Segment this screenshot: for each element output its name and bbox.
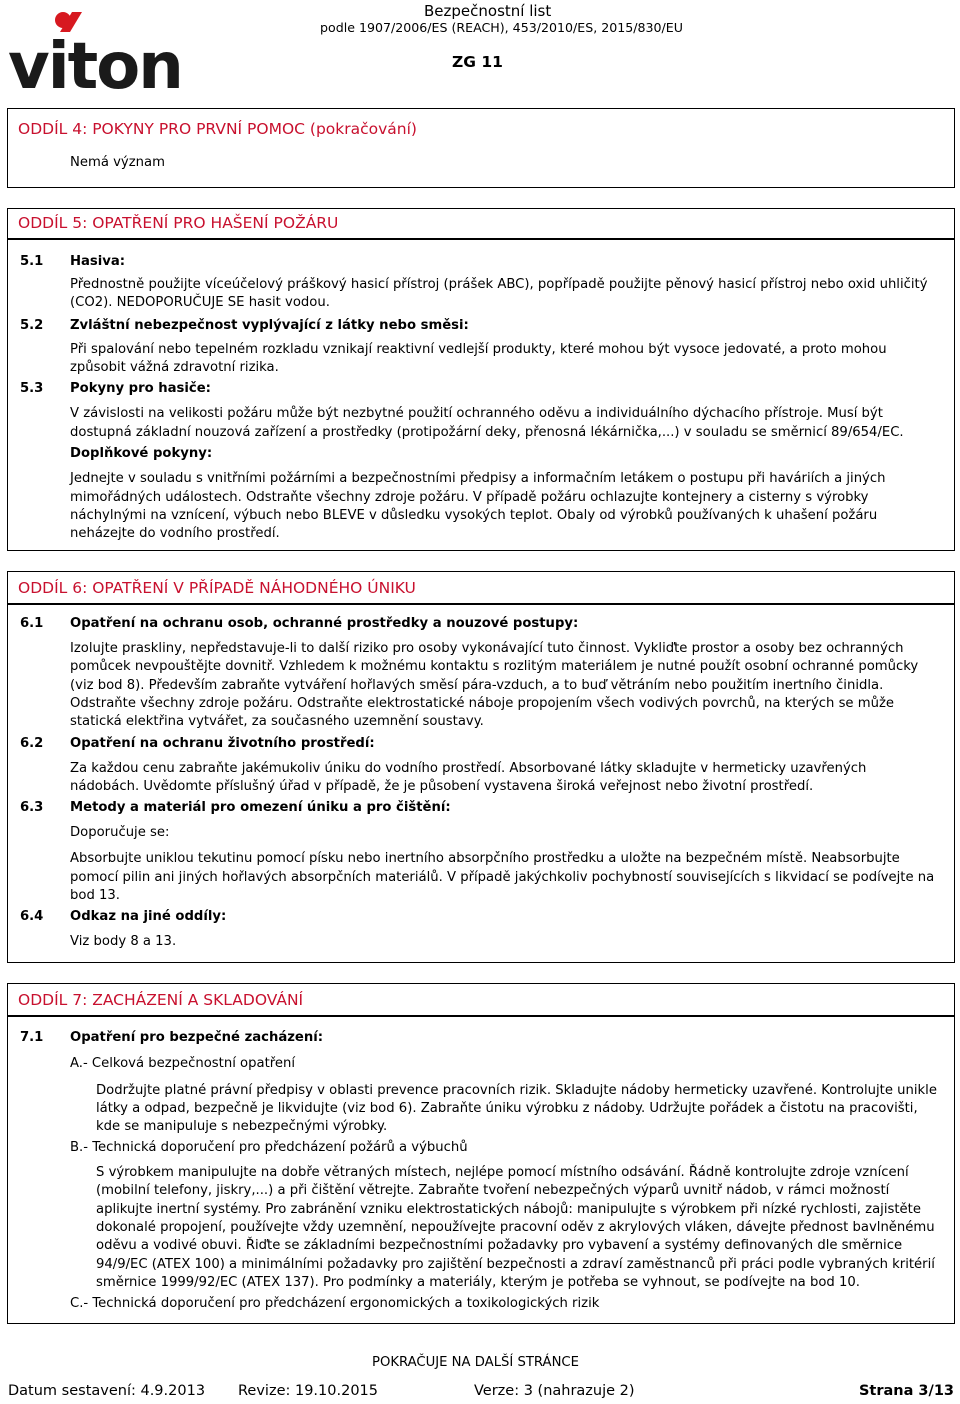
section-4-title: ODDÍL 4: POKYNY PRO PRVNÍ POMOC (pokračování) xyxy=(18,120,417,138)
subsection-heading: Odkaz na jiné oddíly: xyxy=(70,909,227,924)
continue-note: POKRAČUJE NA DALŠÍ STRÁNCE xyxy=(372,1355,579,1370)
paragraph-line: Při spalování nebo tepelném rozkladu vznikají reaktivní vedlejší produkty, které mohou být vysoce jedovaté, a proto mohou xyxy=(70,342,887,357)
subsection-number: 5.1 xyxy=(20,254,44,269)
subsection-heading: Zvláštní nebezpečnost vyplývající z látky nebo směsi: xyxy=(70,318,469,333)
paragraph-line: statická elektřina vytvářet, za současného uzemnění soustavy. xyxy=(70,714,484,729)
paragraph-line: látky a odpad, bezpečně je likvidujte (viz bod 6). Zabraňte úniku výrobku z nádoby. Udržujte pořádek a čistotu na pracovišti, xyxy=(96,1101,918,1116)
paragraph-line: Absorbujte uniklou tekutinu pomocí písku nebo inertního absorpčního prostředku a uložte na bezpečném místě. Neabsorbujte xyxy=(70,851,900,866)
paragraph-line: (mobilní telefony, jiskry,...) a při čištění větrejte. Zabraňte tvoření nebezpečných výparů uvnitř nádob, v rámci možností xyxy=(96,1183,890,1198)
section-7-title: ODDÍL 7: ZACHÁZENÍ A SKLADOVÁNÍ xyxy=(18,991,304,1009)
paragraph-line: směrnice 1999/92/EC (ATEX 137). Pro podmínky a materiály, kterým je potřeba se vyhnout, se podívejte na bod 10. xyxy=(96,1275,860,1290)
sub-title: C.- Technická doporučení pro předcházení ergonomických a toxikologických rizik xyxy=(70,1296,600,1311)
paragraph-line: Doporučuje se: xyxy=(70,825,170,840)
version: Verze: 3 (nahrazuje 2) xyxy=(474,1383,635,1399)
paragraph-line: bod 13. xyxy=(70,888,120,903)
section-5-rule xyxy=(7,238,955,240)
paragraph-line: V závislosti na velikosti požáru může být nezbytné použití ochranného oděvu a individuálního dýchacího přístroje. Musí být xyxy=(70,406,883,421)
paragraph-line: S výrobkem manipulujte na dobře větraných místech, nejlépe pomocí místního odsávání. Řádně kontrolujte zdroje vznícení xyxy=(96,1165,909,1180)
sub-title: B.- Technická doporučení pro předcházení požárů a výbuchů xyxy=(70,1140,468,1155)
subsection-number: 5.2 xyxy=(20,318,44,333)
paragraph-line: neházejte do vodního prostředí. xyxy=(70,526,280,541)
subsection-heading: Hasiva: xyxy=(70,254,126,269)
paragraph-line: (viz bod 8). Především zabraňte vytváření hořlavých směsí pára-vzduch, a to buď větráním nebo použitím inertního činidla. xyxy=(70,678,884,693)
paragraph-line: 94/9/EC (ATEX 100) a minimálními požadavky pro zajištění bezpečnosti a zdraví zaměstnanců při práci podle vybraných kritérií xyxy=(96,1257,935,1272)
viton-logo xyxy=(8,8,184,92)
revision-date: Revize: 19.10.2015 xyxy=(238,1383,379,1399)
subsection-heading: Opatření na ochranu životního prostředí: xyxy=(70,736,375,751)
document-title: Bezpečnostní list xyxy=(424,2,552,20)
subsection-heading: Pokyny pro hasiče: xyxy=(70,381,211,396)
section-6-rule xyxy=(7,603,955,605)
subsection-number: 6.1 xyxy=(20,616,44,631)
product-code: ZG 11 xyxy=(452,53,503,71)
subsection-heading: Opatření na ochranu osob, ochranné prostředky a nouzové postupy: xyxy=(70,616,579,631)
paragraph-line: dostupná základní nouzová zařízení a prostředky (protipožární deky, přenosná lékárnička,...) v souladu se směrnicí 89/654/EC. xyxy=(70,425,904,440)
paragraph-line: mimořádných událostech. Odstraňte všechny zdroje požáru. V případě požáru ochlazujte kontejnery a cisterny s výrobky xyxy=(70,490,869,505)
paragraph-line: náchylnými na vznícení, výbuch nebo BLEVE v důsledku vysokých teplot. Obaly od výrobků používaných k uhašení požáru xyxy=(70,508,878,523)
paragraph-line: Viz body 8 a 13. xyxy=(70,934,177,949)
paragraph-line: dokonalé propojení, používejte vždy uzemnění, nepoužívejte pracovní oděv z akrylových vláken, dávejte přednost bavlněnému xyxy=(96,1220,935,1235)
page-number: Strana 3/13 xyxy=(858,1383,954,1399)
paragraph-line: Dodržujte platné právní předpisy v oblasti prevence pracovních rizik. Skladujte nádoby hermeticky uzavřené. Kontrolujte unikle xyxy=(96,1083,937,1098)
subsection-heading: Opatření pro bezpečné zacházení: xyxy=(70,1030,324,1045)
subsection-number: 6.3 xyxy=(20,800,44,815)
subsection-number: 5.3 xyxy=(20,381,44,396)
compile-date: Datum sestavení: 4.9.2013 xyxy=(8,1383,206,1399)
paragraph-line: Izolujte praskliny, nepředstavuje-li to další riziko pro osoby vykonávající tuto činnost. Vykliďte prostor a osoby bez ochranných xyxy=(70,641,904,656)
paragraph-line: (CO2). NEDOPORUČUJE SE hasit vodou. xyxy=(70,295,330,310)
section-5-title: ODDÍL 5: OPATŘENÍ PRO HAŠENÍ POŽÁRU xyxy=(18,214,339,232)
subsection-number: 7.1 xyxy=(20,1030,44,1045)
sub-heading: Doplňkové pokyny: xyxy=(70,446,213,461)
svg-text:viton: viton xyxy=(8,30,182,92)
paragraph-line: způsobit vážná zdravotní rizika. xyxy=(70,360,279,375)
sub-title: A.- Celková bezpečnostní opatření xyxy=(70,1056,296,1071)
section-6-title: ODDÍL 6: OPATŘENÍ V PŘÍPADĚ NÁHODNÉHO ÚNIKU xyxy=(18,579,416,597)
paragraph-line: oděvu a vodivé obuvi. Řiďte se základními bezpečnostními požadavky pro vybavení a systémy definovaných dle směrnice xyxy=(96,1238,903,1253)
paragraph-line: Jednejte v souladu s vnitřními požárními a bezpečnostními předpisy a informačním letákem o postupu při haváriích a jiných xyxy=(70,471,886,486)
paragraph-line: pomůcek nevpouštějte dovnitř. Vzhledem k možnému kontaktu s rozlitým materiálem je nutné použít osobní ochranné pomůcky xyxy=(70,659,919,674)
paragraph-line: nádobách. Uvědomte příslušný úřad v případě, že je působení vystavena široká veřejnost nebo životní prostředí. xyxy=(70,779,814,794)
subsection-number: 6.2 xyxy=(20,736,44,751)
regulation-reference: podle 1907/2006/ES (REACH), 453/2010/ES, 2015/830/EU xyxy=(320,20,683,35)
section-7-rule xyxy=(7,1015,955,1017)
paragraph-line: kde se manipuluje s nebezpečnými výrobky. xyxy=(96,1119,388,1134)
subsection-heading: Metody a materiál pro omezení úniku a pro čištění: xyxy=(70,800,451,815)
paragraph-line: Přednostně použijte víceúčelový práškový hasicí přístroj (prášek ABC), popřípadě použijte pěnový hasicí přístroj nebo oxid uhličitý xyxy=(70,277,928,292)
paragraph-line: pomocí pilin ani jiných hořlavých absorpčních materiálů. V případě jakýchkoliv pochybností souvisejících s likvidací se podívejte na xyxy=(70,870,935,885)
paragraph-line: Odstraňte všechny zdroje požáru. Odstraňte elektrostatické náboje propojením všech vodivých povrchů, na kterých se může xyxy=(70,696,894,711)
section-4-text: Nemá význam xyxy=(70,155,165,170)
subsection-number: 6.4 xyxy=(20,909,44,924)
paragraph-line: aplikujte inertní systémy. Pro zabránění vzniku elektrostatických nábojů: manipulujte s výrobkem při nízké rychlosti, zajistěte xyxy=(96,1202,921,1217)
paragraph-line: Za každou cenu zabraňte jakémukoliv úniku do vodního prostředí. Absorbované látky skladujte v hermeticky uzavřených xyxy=(70,761,867,776)
